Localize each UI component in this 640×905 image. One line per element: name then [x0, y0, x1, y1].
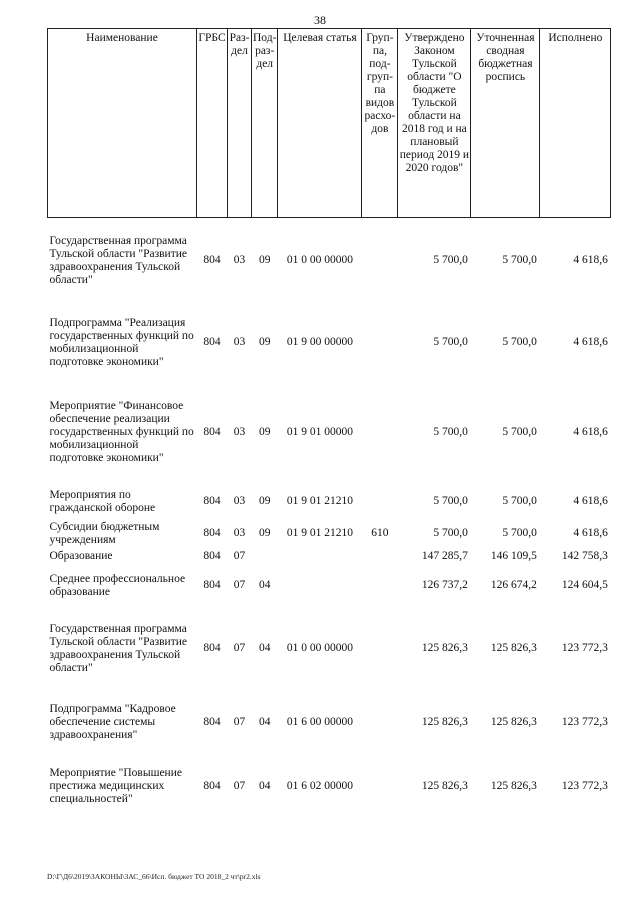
row-group: [362, 382, 398, 484]
row-refined: 5 700,0: [502, 254, 537, 267]
table-row: [48, 754, 611, 820]
header-approved: Утверждено Законом Тульской области "О бюджете Тульской области на 2018 год и на плановый период 2019 и 2020 годов": [398, 29, 471, 218]
row-grbs: 804: [203, 527, 221, 539]
header-refined: Уточненная сводная бюджетная роспись: [471, 29, 540, 218]
table-row: [48, 484, 611, 520]
row-group: [362, 566, 398, 606]
row-refined: 125 826,3: [490, 642, 537, 654]
row-podrazdel: 04: [258, 716, 271, 728]
row-executed: 4 618,6: [573, 527, 608, 539]
row-grbs: 804: [203, 579, 221, 591]
row-target: 01 0 00 00000: [286, 642, 353, 654]
row-grbs: 804: [203, 336, 221, 348]
table-row: [48, 692, 611, 754]
row-approved: 5 700,0: [433, 336, 468, 348]
row-approved: 126 737,2: [421, 579, 468, 591]
row-group: [362, 484, 398, 520]
header-name: Наименование: [48, 29, 197, 218]
row-refined: 5 700,0: [502, 527, 537, 539]
row-group: 610: [371, 527, 389, 539]
row-approved: 147 285,7: [421, 550, 468, 562]
row-name: Образование: [49, 550, 113, 562]
row-name: Субсидии бюджетным учреждениям: [49, 520, 160, 546]
row-grbs: 804: [203, 716, 221, 728]
row-executed: 123 772,3: [561, 780, 608, 792]
row-refined: 125 826,3: [490, 716, 537, 728]
row-grbs: 804: [203, 254, 221, 267]
row-group: [362, 754, 398, 820]
header-executed: Исполнено: [540, 29, 611, 218]
row-podrazdel: 09: [258, 527, 271, 539]
row-group: [362, 548, 398, 566]
row-podrazdel: 09: [258, 495, 271, 507]
row-executed: 123 772,3: [561, 716, 608, 728]
row-grbs: 804: [203, 642, 221, 654]
row-razdel: 03: [233, 254, 246, 267]
row-razdel: 03: [233, 336, 246, 348]
header-razdel: Раз-дел: [228, 29, 252, 218]
row-group: [362, 304, 398, 382]
row-approved: 125 826,3: [421, 780, 468, 792]
table-row: [48, 382, 611, 484]
header-grbs: ГРБС: [197, 29, 228, 218]
header-target-article: Целевая статья: [278, 29, 362, 218]
row-razdel: 03: [233, 495, 246, 507]
row-razdel: 07: [233, 550, 246, 562]
row-target: 01 6 02 00000: [286, 780, 353, 792]
row-executed: 4 618,6: [573, 495, 608, 507]
row-refined: 146 109,5: [490, 550, 537, 562]
row-name: Среднее профессиональное образование: [49, 572, 186, 598]
row-refined: 5 700,0: [502, 426, 537, 438]
file-path-footer: D:\Г\Д6\2019\ЗАКОНЫ\ЗАС_66\Исп. бюджет ТО 2018_2 чт\pr2.xls: [47, 872, 261, 881]
row-name: Мероприятие "Финансовое обеспечение реализации государственных функций по мобилизационной подготовке экономики": [49, 400, 194, 464]
row-approved: 5 700,0: [433, 495, 468, 507]
row-name: Мероприятие "Повышение престижа медицинских специальностей": [49, 767, 182, 805]
row-grbs: 804: [203, 495, 221, 507]
row-executed: 4 618,6: [573, 254, 608, 267]
row-razdel: 07: [233, 642, 246, 654]
table-row: [48, 566, 611, 606]
row-razdel: 07: [233, 780, 246, 792]
table-header-row: [48, 29, 611, 218]
row-approved: 125 826,3: [421, 716, 468, 728]
row-refined: 126 674,2: [490, 579, 537, 591]
row-podrazdel: 09: [258, 336, 271, 348]
row-razdel: 07: [233, 716, 246, 728]
row-name: Подпрограмма "Реализация государственных функций по мобилизационной подготовке экономики": [49, 316, 194, 368]
table-row: [48, 218, 611, 304]
row-approved: 5 700,0: [433, 426, 468, 438]
table-row: [48, 548, 611, 566]
row-approved: 5 700,0: [433, 527, 468, 539]
row-refined: 5 700,0: [502, 495, 537, 507]
row-razdel: 07: [233, 579, 246, 591]
row-grbs: 804: [203, 780, 221, 792]
row-podrazdel: [252, 548, 278, 566]
row-target: [278, 548, 362, 566]
row-approved: 125 826,3: [421, 642, 468, 654]
row-target: 01 9 01 00000: [286, 426, 353, 438]
row-name: Подпрограмма "Кадровое обеспечение системы здравоохранения": [49, 703, 176, 741]
row-refined: 5 700,0: [502, 336, 537, 348]
row-target: 01 9 00 00000: [286, 336, 353, 348]
row-executed: 142 758,3: [561, 550, 608, 562]
row-name: Государственная программа Тульской области "Развитие здравоохранения Тульской области": [49, 234, 187, 286]
budget-execution-table: [47, 28, 611, 820]
row-group: [362, 692, 398, 754]
row-razdel: 03: [233, 527, 246, 539]
row-grbs: 804: [203, 426, 221, 438]
row-target: 01 9 01 21210: [286, 527, 353, 539]
row-grbs: 804: [203, 550, 221, 562]
row-target: 01 9 01 21210: [286, 495, 353, 507]
row-target: 01 6 00 00000: [286, 716, 353, 728]
row-podrazdel: 09: [258, 426, 271, 438]
row-podrazdel: 09: [258, 254, 271, 267]
row-target: [278, 566, 362, 606]
row-group: [362, 606, 398, 692]
table-row: [48, 606, 611, 692]
row-name: Государственная программа Тульской области "Развитие здравоохранения Тульской области": [49, 622, 187, 674]
row-razdel: 03: [233, 426, 246, 438]
row-executed: 4 618,6: [573, 426, 608, 438]
row-podrazdel: 04: [258, 642, 271, 654]
row-executed: 123 772,3: [561, 642, 608, 654]
row-target: 01 0 00 00000: [286, 254, 353, 267]
row-group: [362, 218, 398, 304]
row-approved: 5 700,0: [433, 254, 468, 267]
row-podrazdel: 04: [258, 579, 271, 591]
table-row: [48, 520, 611, 548]
row-name: Мероприятия по гражданской обороне: [49, 488, 156, 514]
table-row: [48, 304, 611, 382]
page-number: 38: [314, 13, 326, 27]
row-refined: 125 826,3: [490, 780, 537, 792]
header-expense-group: Груп-па, под-груп-па видов расхо-дов: [362, 29, 398, 218]
row-podrazdel: 04: [258, 780, 271, 792]
row-executed: 124 604,5: [561, 579, 608, 591]
header-podrazdel: Под-раз-дел: [252, 29, 278, 218]
row-executed: 4 618,6: [573, 336, 608, 348]
